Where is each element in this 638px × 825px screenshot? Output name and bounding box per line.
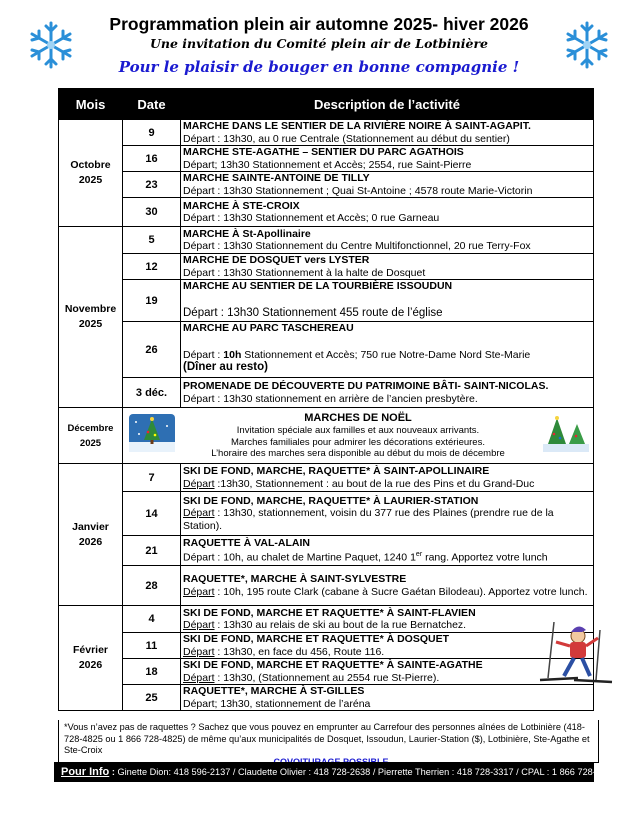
details-text: : 13h30, stationnement, voisin du 377 rue des Plaines (prendre rue de la Station).	[183, 507, 554, 532]
activity-details: Départ; 13h30, stationnement de l’aréna	[183, 697, 371, 710]
snowshoe-note-text: *Vous n’avez pas de raquettes ? Sachez que vous pouvez en emprunter au Carrefour des personnes aînées de Lotbinière (418-728-4825 ou 1 866 728-4825) de même qu’aux municipalités de Dosquet, Issoudun, Laurier-Station ($), Lotbinière, Ste-Agathe et Ste-Croix	[64, 722, 590, 755]
details-text: : 10h, 195 route Clark (cabane à Sucre Gaétan Bilodeau). Apportez votre lunch.	[214, 585, 588, 598]
activity-title: PROMENADE DE DÉCOUVERTE DU PATRIMOINE BÂTI- SAINT-NICOLAS.	[183, 380, 549, 392]
month-name: Octobre	[70, 159, 111, 171]
month-name: Janvier	[72, 520, 109, 533]
activity-cell	[181, 378, 594, 408]
activity-details	[183, 646, 591, 659]
details-text: Départ :	[183, 348, 224, 361]
table-row	[59, 172, 594, 198]
column-header-month: Mois	[59, 89, 123, 120]
date-cell: 16	[123, 146, 181, 172]
details-text: Stationnement et Accès; 750 rue Notre-Dame Nord Ste-Marie	[241, 348, 531, 361]
departure-label: Départ	[183, 671, 215, 684]
activity-title: RAQUETTE*, MARCHE À SAINT-SYLVESTRE	[183, 573, 407, 585]
table-row	[59, 536, 594, 566]
month-cell-november	[59, 227, 123, 408]
departure-label: Départ	[183, 619, 215, 631]
table-row	[59, 464, 594, 492]
table-row	[59, 146, 594, 172]
activity-title: MARCHE SAINTE-ANTOINE DE TILLY	[183, 172, 370, 184]
schedule-table	[58, 88, 594, 711]
month-year: 2026	[78, 535, 103, 548]
details-text: :13h30, Stationnement : au bout de la rue des Pins et du Grand-Duc	[214, 477, 535, 490]
page-subtitle: Une invitation du Comité plein air de Lotbinière	[149, 36, 488, 51]
activity-title: SKI DE FOND, MARCHE ET RAQUETTE* À SAINTE-AGATHE	[183, 659, 483, 671]
table-row	[59, 120, 594, 146]
date-cell: 14	[123, 492, 181, 536]
christmas-trees-icon	[543, 414, 589, 452]
christmas-walks-line: Marches familiales pour admirer les décorations extérieures.	[231, 436, 485, 448]
details-text: Départ : 10h, au chalet de Martine Paquet, 1240 1	[183, 551, 416, 564]
departure-time: 10h	[223, 348, 242, 361]
activity-cell	[181, 606, 594, 633]
activity-details: Départ : 13h30, au 0 rue Centrale (Stationnement au début du sentier)	[183, 132, 510, 145]
activity-title: MARCHE À St-Apollinaire	[183, 227, 311, 240]
column-header-description: Description de l’activité	[181, 89, 594, 120]
table-row	[59, 378, 594, 408]
activity-cell	[181, 254, 594, 280]
snowflake-icon	[562, 20, 612, 70]
month-name: Février	[72, 644, 109, 656]
date-cell: 9	[123, 120, 181, 146]
activity-title: SKI DE FOND, MARCHE ET RAQUETTE* À SAINT-FLAVIEN	[183, 606, 476, 619]
contact-label: Pour Info	[61, 766, 110, 778]
date-cell: 19	[123, 280, 181, 322]
christmas-walks-line: Invitation spéciale aux familles et aux nouveaux arrivants.	[236, 425, 480, 437]
table-row	[59, 492, 594, 536]
activity-cell	[181, 536, 594, 566]
activity-details: Départ; 13h30 Stationnement et Accès; 2554, rue Saint-Pierre	[183, 158, 472, 171]
date-cell: 12	[123, 254, 181, 280]
month-cell-december	[59, 408, 123, 464]
details-text: : 13h30, en face du 456, Route 116.	[214, 645, 385, 658]
activity-title: MARCHE STE-AGATHE – SENTIER DU PARC AGATHOIS	[183, 146, 464, 158]
activity-title: MARCHE AU SENTIER DE LA TOURBIÈRE ISSOUDUN	[183, 280, 453, 292]
activity-cell	[181, 322, 594, 378]
activity-cell	[181, 633, 594, 659]
details-text: : 13h30 au relais de ski au bout de la rue Bernatchez.	[214, 619, 467, 631]
activity-details: Départ : 13h30 stationnement en arrière de l’ancien presbytère.	[183, 392, 478, 405]
activity-title: SKI DE FOND, MARCHE ET RAQUETTE* À DOSQUET	[183, 633, 450, 645]
activity-details: Départ : 13h30 Stationnement du Centre Multifonctionnel, 20 rue Terry-Fox	[183, 240, 531, 252]
page-tagline: Pour le plaisir de bouger en bonne compagnie !	[118, 58, 520, 76]
activity-details	[183, 478, 591, 491]
activity-title: RAQUETTE À VAL-ALAIN	[183, 536, 310, 549]
activity-details	[183, 672, 591, 685]
activity-cell	[181, 120, 594, 146]
date-cell: 18	[123, 659, 181, 685]
contact-list: Ginette Dion: 418 596-2137 / Claudette Olivier : 418 728-2638 / Pierrette Therrien : 418 728-3317 / CPAL : 1 866 728-4825	[117, 767, 617, 777]
month-cell-january	[59, 464, 123, 606]
activity-extra: (Dîner au resto)	[183, 361, 268, 373]
activity-details	[183, 507, 591, 532]
christmas-walks-cell	[123, 408, 594, 464]
activity-title: MARCHE DANS LE SENTIER DE LA RIVIÈRE NOIRE À SAINT-AGAPIT.	[183, 120, 531, 132]
date-cell: 7	[123, 464, 181, 492]
christmas-scene-icon	[129, 414, 175, 452]
activity-details	[183, 619, 591, 632]
activity-cell	[181, 685, 594, 711]
column-header-date: Date	[123, 89, 181, 120]
date-cell: 11	[123, 633, 181, 659]
date-cell: 3 déc.	[123, 378, 181, 408]
departure-label: Départ	[183, 477, 215, 490]
date-cell: 25	[123, 685, 181, 711]
activity-title: RAQUETTE*, MARCHE À ST-GILLES	[183, 685, 365, 697]
details-text: rang. Apportez votre lunch	[422, 551, 548, 564]
activity-cell	[181, 659, 594, 685]
activity-details: Départ : 13h30 Stationnement et Accès; 0 rue Garneau	[183, 212, 440, 224]
activity-details	[183, 586, 591, 599]
ordinal-suffix: er	[415, 551, 423, 559]
christmas-walks-line: L’horaire des marches sera disponible au début du mois de décembre	[211, 448, 505, 460]
departure-label: Départ	[183, 645, 215, 658]
date-cell: 28	[123, 566, 181, 606]
table-row	[59, 659, 594, 685]
activity-cell	[181, 464, 594, 492]
activity-title: MARCHE À STE-CROIX	[183, 199, 300, 212]
activity-cell	[181, 172, 594, 198]
date-cell: 5	[123, 227, 181, 254]
activity-cell	[181, 198, 594, 227]
month-cell-february	[59, 606, 123, 711]
activity-details: Départ : 13h30 Stationnement ; Quai St-Antoine ; 4578 route Marie-Victorin	[183, 184, 533, 197]
activity-title: SKI DE FOND, MARCHE, RAQUETTE* À LAURIER-STATION	[183, 494, 479, 507]
month-name: Novembre	[64, 303, 117, 315]
table-row	[59, 633, 594, 659]
activity-details: Départ : 13h30 Stationnement 455 route de l’église	[183, 306, 443, 319]
table-row	[59, 685, 594, 711]
departure-label: Départ	[183, 507, 215, 520]
date-cell: 4	[123, 606, 181, 633]
activity-title: MARCHE AU PARC TASCHEREAU	[183, 322, 354, 334]
date-cell: 23	[123, 172, 181, 198]
month-year: 2026	[78, 659, 103, 671]
table-header-row	[59, 89, 594, 120]
table-row	[59, 408, 594, 464]
date-cell: 21	[123, 536, 181, 566]
activity-cell	[181, 227, 594, 254]
date-cell: 26	[123, 322, 181, 378]
activity-cell	[181, 146, 594, 172]
departure-label: Départ	[183, 585, 215, 598]
table-row	[59, 566, 594, 606]
activity-title: MARCHE DE DOSQUET vers LYSTER	[183, 254, 370, 266]
snowflake-icon	[26, 20, 76, 70]
table-row	[59, 254, 594, 280]
activity-details	[183, 549, 591, 564]
contact-footer	[54, 762, 617, 782]
activity-details: Départ : 13h30 Stationnement à la halte de Dosquet	[183, 266, 426, 279]
month-year: 2025	[78, 174, 103, 186]
snowshoe-note	[58, 720, 599, 763]
contact-separator: :	[109, 767, 118, 777]
skier-icon	[534, 622, 614, 692]
month-name: Décembre	[67, 422, 114, 434]
activity-cell	[181, 566, 594, 606]
christmas-walks-title: MARCHES DE NOËL	[304, 412, 412, 425]
page-header	[0, 0, 638, 88]
table-row	[59, 280, 594, 322]
table-row	[59, 198, 594, 227]
month-cell-october	[59, 120, 123, 227]
details-text: : 13h30, (Stationnement au 2554 rue St-Pierre).	[214, 671, 440, 684]
table-row	[59, 322, 594, 378]
page-title: Programmation plein air automne 2025- hiver 2026	[109, 14, 529, 34]
activity-title: SKI DE FOND, MARCHE, RAQUETTE* À SAINT-APOLLINAIRE	[183, 465, 490, 477]
activity-cell	[181, 492, 594, 536]
month-year: 2025	[79, 437, 102, 449]
activity-details	[183, 349, 591, 362]
month-year: 2025	[78, 318, 103, 330]
date-cell: 30	[123, 198, 181, 227]
table-row	[59, 606, 594, 633]
activity-cell	[181, 280, 594, 322]
table-row	[59, 227, 594, 254]
